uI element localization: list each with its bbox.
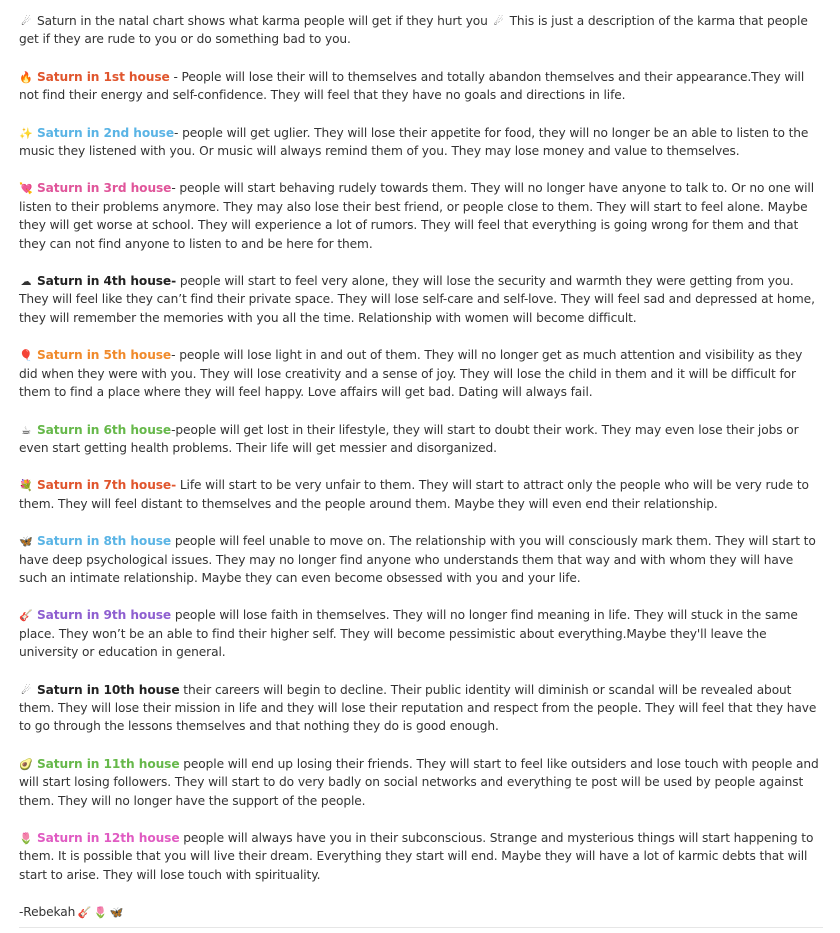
house-description: people will lose light in and out of them. They will no longer get as much attention and visibility as they did when they were with you. They will lose creativity and a sense of joy. They will lose the child in them and it will be difficult for them to find a place where they will feel happy. Love affairs will get bad. Dating will always fail. [19, 348, 803, 400]
guitar-icon: 🎸 [19, 609, 33, 623]
divider [19, 927, 823, 928]
house-heading: Saturn in 12th house [37, 831, 180, 845]
house-paragraph [19, 272, 823, 327]
butterfly-icon: 🦋 [19, 535, 33, 549]
house-paragraph [19, 346, 823, 401]
house-heading: Saturn in 2nd house [37, 125, 175, 140]
house-paragraph [19, 476, 823, 513]
house-description: their careers will begin to decline. Their public identity will diminish or scandal will be revealed about them. They will lose their mission in life and they will lose their reputation and respect from the people. They will feel that they have to go through the lessons themselves and that nothing they do is good enough. [19, 682, 817, 734]
house-heading: Saturn in 1st house [37, 69, 170, 84]
balloon-icon: 🎈 [19, 349, 33, 363]
house-description: people will start to feel very alone, they will lose the security and warmth they were getting from you. They will feel like they can’t find their private space. They will lose self-care and self-love. They will feel sad and depressed at home, they will remember the memories with you all the time. Relationship with women will become difficult. [19, 274, 815, 325]
sparkles-icon: ✨ [19, 126, 33, 140]
house-paragraph [19, 829, 823, 884]
house-description: people will get lost in their lifestyle, they will start to doubt their work. They may even lose their jobs or even start getting health problems. Their life will get messier and disorganized. [19, 422, 799, 455]
house-paragraph [19, 532, 823, 587]
house-description: people will start behaving rudely towards them. They will no longer have anyone to talk to. Or no one will listen to their problems anymore. They may also lose their best friend, or people close to them. They will start to feel alone. Maybe they will get worse at school. They will experience a lot of rumors. They will feel that everything is going wrong for them and that they can not find anyone to listen to and be here for them. [19, 181, 815, 251]
bubble-tea-icon: ☕ [21, 423, 31, 437]
house-heading: Saturn in 8th house [37, 534, 172, 549]
house-paragraph [19, 681, 823, 736]
house-list [19, 68, 823, 884]
house-heading: Saturn in 9th house [37, 608, 172, 623]
tulip-icon: 🌷 [93, 906, 108, 920]
intro-text-a: Saturn in the natal chart shows what karma people will get if they hurt you [37, 14, 488, 28]
house-description: people will end up losing their friends. They will start to feel like outsiders and lose touch with people and will start losing followers. They will start to do very badly on social networks and everything te post will be used by people against them. They will no longer have the support of the people. [19, 756, 819, 808]
house-heading: Saturn in 3rd house [37, 181, 172, 196]
house-heading: Saturn in 10th house [37, 682, 180, 697]
house-description: people will always have you in their subconscious. Strange and mysterious things will start happening to them. It is possible that you will live their dream. Everything they start will end. Maybe they will have a lot of karmic debts that will start to arise. They will lose touch with spirituality. [19, 831, 814, 882]
signature-text: -Rebekah [19, 905, 76, 920]
house-paragraph [19, 124, 823, 161]
house-description: people will feel unable to move on. The relationship with you will consciously mark them. They will start to have deep psychological issues. They may no longer find anyone who understands them that way and with whom they will have such an intimate relationship. Maybe they can even become obsessed with you and your life. [19, 534, 816, 585]
house-heading: Saturn in 7th house- [37, 478, 177, 493]
post-body [19, 12, 823, 922]
house-paragraph [19, 421, 823, 458]
intro-text-b: This is just a description of the karma that people get if they are rude to you or do something bad to you. [19, 14, 808, 47]
comet-icon: ☄ [21, 683, 31, 697]
house-description: people will get uglier. They will lose their appetite for food, they will no longer be an able to listen to the music they listened with you. Or music will always remind them of you. They may lose money and value to themselves. [19, 125, 809, 159]
house-heading: Saturn in 6th house [37, 422, 172, 437]
house-paragraph [19, 179, 823, 253]
house-heading: Saturn in 5th house [37, 348, 172, 363]
comet-icon: ☄ [21, 15, 31, 28]
house-description: Life will start to be very unfair to them. They will start to attract only the people who will be very rude to them. They will feel distant to themselves and the people around them. Maybe they will even end their relationship. [19, 478, 809, 511]
heart-ribbon-icon: 💘 [19, 182, 33, 196]
house-description: People will lose their will to themselves and totally abandon themselves and their appearance.They will not find their energy and self-confidence. They will feel that they have no goals and directions in life. [19, 69, 805, 103]
house-separator: - [174, 125, 183, 140]
house-separator: - [171, 181, 180, 196]
signature [19, 903, 823, 921]
butterfly-icon: 🦋 [109, 906, 124, 920]
house-separator: - [171, 348, 180, 363]
house-separator: - [171, 422, 176, 437]
comet-icon: ☄ [493, 15, 504, 28]
house-paragraph [19, 68, 823, 105]
bouquet-icon: 💐 [19, 479, 33, 493]
tulip-icon: 🌷 [19, 832, 33, 845]
house-heading: Saturn in 4th house- [37, 274, 177, 289]
house-separator: - [169, 69, 182, 84]
house-heading: Saturn in 11th house [37, 756, 180, 771]
intro-paragraph [19, 12, 823, 49]
house-paragraph [19, 606, 823, 661]
house-paragraph [19, 755, 823, 810]
house-description: people will lose faith in themselves. They will no longer find meaning in life. They will stuck in the same place. They won’t be an able to find their higher self. They will become pessimistic about everything.Maybe they'll leave the university or education in general. [19, 608, 798, 660]
fire-icon: 🔥 [19, 70, 33, 84]
avocado-icon: 🥑 [19, 757, 33, 771]
guitar-icon: 🎸 [77, 906, 92, 920]
cloud-icon: ☁ [20, 275, 32, 289]
